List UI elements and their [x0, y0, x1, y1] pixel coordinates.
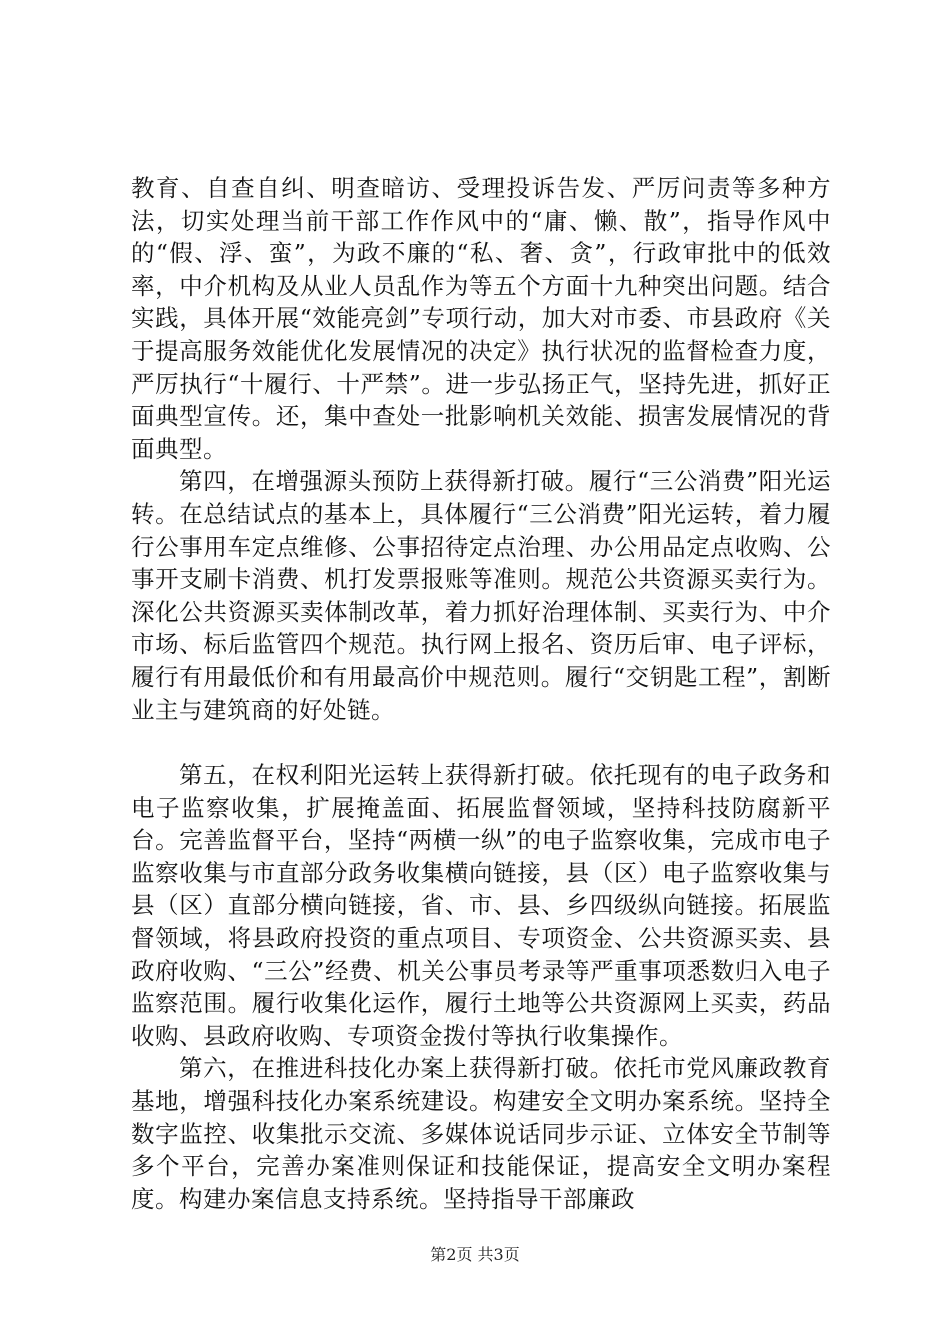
paragraph-fourth: 第四，在增强源头预防上获得新打破。履行“三公消费”阳光运转。在总结试点的基本上，具体履行“三公消费”阳光运转，着力履行公事用车定点维修、公事招待定点治理、办公用品定点收购、公事开支刷卡消费、机打发票报账等准则。规范公共资源买卖行为。深化公共资源买卖体制改革，着力抓好治理体制、买卖行为、中介市场、标后监管四个规范。执行网上报名、资历后审、电子评标，履行有用最低价和有用最高价中规范则。履行“交钥匙工程”，割断业主与建筑商的好处链。 [131, 467, 831, 724]
paragraph-continuation: 教育、自查自纠、明查暗访、受理投诉告发、严厉问责等多种方法，切实处理当前干部工作作风中的“庸、懒、散”，指导作风中的“假、浮、蛮”，为政不廉的“私、奢、贪”，行政审批中的低效率，中介机构及从业人员乱作为等五个方面十九种突出问题。结合实践，具体开展“效能亮剑”专项行动，加大对市委、市县政府《关于提高服务效能优化发展情况的决定》执行状况的监督检查力度，严厉执行“十履行、十严禁”。进一步弘扬正气，坚持先进，抓好正面典型宣传。还，集中查处一批影响机关效能、损害发展情况的背面典型。 [131, 174, 831, 463]
paragraph-fifth: 第五，在权利阳光运转上获得新打破。依托现有的电子政务和电子监察收集，扩展掩盖面、拓展监督领域，坚持科技防腐新平台。完善监督平台，坚持“两横一纵”的电子监察收集，完成市电子监察收集与市直部分政务收集横向链接，县（区）电子监察收集与县（区）直部分横向链接，省、市、县、乡四级纵向链接。拓展监督领域，将县政府投资的重点项目、专项资金、公共资源买卖、县政府收购、“三公”经费、机关公事员考录等严重事项悉数归入电子监察范围。履行收集化运作，履行土地等公共资源网上买卖，药品收购、县政府收购、专项资金拨付等执行收集操作。 [131, 761, 831, 1050]
page-number-footer: 第2页 共3页 [430, 1245, 520, 1264]
paragraph-sixth: 第六，在推进科技化办案上获得新打破。依托市党风廉政教育基地，增强科技化办案系统建设。构建安全文明办案系统。坚持全数字监控、收集批示交流、多媒体说话同步示证、立体安全节制等多个平台，完善办案准则保证和技能保证，提高安全文明办案程度。构建办案信息支持系统。坚持指导干部廉政 [131, 1054, 831, 1213]
document-body [131, 172, 831, 1215]
